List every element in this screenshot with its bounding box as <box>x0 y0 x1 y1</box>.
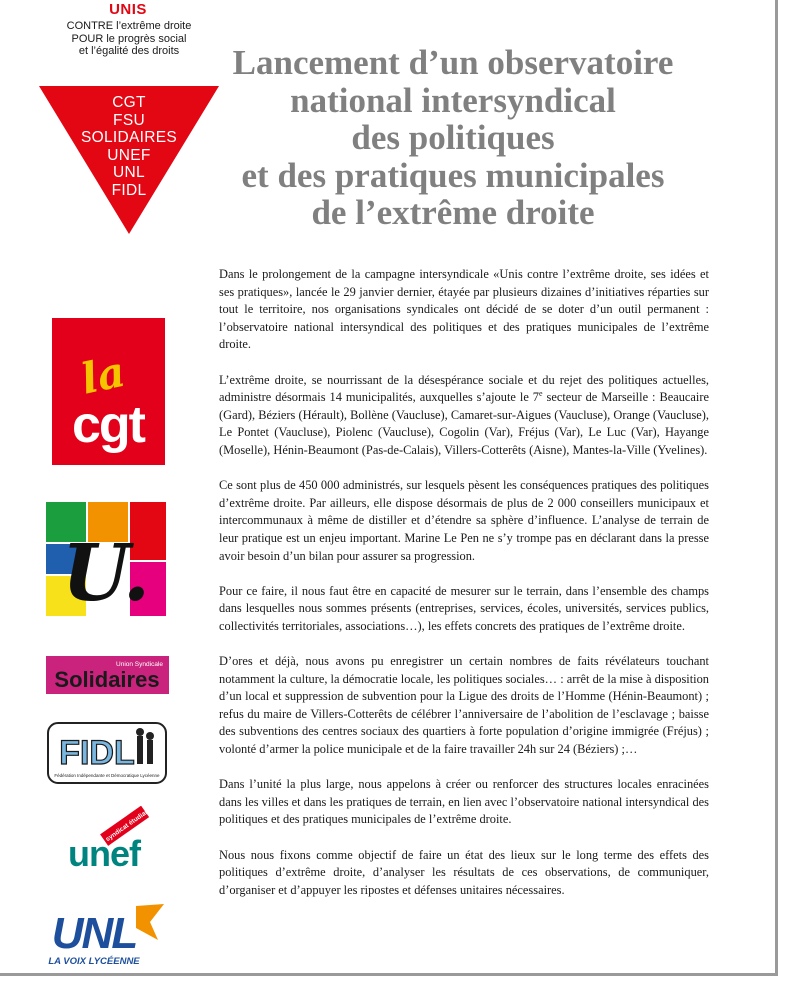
unef-word: unef <box>68 833 140 872</box>
unis-slogan <box>40 20 218 58</box>
union-name: UNL <box>113 164 145 181</box>
union-name: FIDL <box>111 181 147 199</box>
fsu-logo-art <box>44 500 168 618</box>
fsu-letter: U. <box>61 528 151 618</box>
paragraph-intro: Dans le prolongement de la campagne intersyndicale «Unis contre l’extrême droite, ses idées et ses pratiques», lancée le 29 janvier dernier, étayée par plusieurs dizaines d’initiatives réparties sur tout le territoire, nos organisations syndicales ont décidé de se doter d’un outil permanent : l’observatoire national intersyndical des politiques et des pratiques municipales de l’extrême droite. <box>219 267 709 352</box>
paragraph-measure: Pour ce faire, il nous faut être en capacité de mesurer sur le terrain, dans l’ensemble des champs dans lesquelles nous sommes présents (entreprises, services, écoles, universités, services publics, collectivités territoriales, associations…), les effets concrets des pratiques de l’extrême droite. <box>219 583 709 633</box>
text-run: secteur de Marseille : Beaucaire (Gard), Béziers (Hérault), Bollène (Vaucluse), Camaret-sur-Aigues (Vaucluse), Orange (Vaucluse), Le Pontet (Vaucluse), Piolenc (Vaucluse), Cogolin (Var), Fréjus (Var), Le Luc (Var), Hayange (Moselle), Hénin-Beaumont (Pas-de-Calais), Villers-Cotterêts (Aisne), Mantes-la-Ville (Yvelines). <box>219 390 710 457</box>
fidl-word: FIDL <box>59 734 135 772</box>
fsu-logo <box>44 500 168 618</box>
union-name: SOLIDAIRES <box>80 129 178 146</box>
paragraph-municipalities <box>219 372 709 460</box>
superscript: e <box>539 389 543 399</box>
unl-logo-art <box>44 900 169 968</box>
article-body <box>219 266 709 917</box>
solidaires-small: Union Syndicale <box>116 661 163 668</box>
fidl-logo-art <box>47 722 167 784</box>
slogan-line: et l’égalité des droits <box>78 45 180 57</box>
unis-label: UNIS <box>109 1 147 18</box>
paragraph-administered: Ce sont plus de 450 000 administrés, sur lesquels pèsent les conséquences pratiques des politiques d’extrême droite. Par ailleurs, elle dispose désormais de plus de 2 000 conseillers municipaux et intercommunaux à même de distiller et d’étendre sa sphère d’influence. L’analyse de terrain de leur pratique est un enjeu important. Marine Le Pen ne s’y trompe pas en déclarant dans la presse avoir besoin d’un bilan pour assurer sa progression. <box>219 478 709 563</box>
unef-logo-art <box>46 806 166 872</box>
cgt-logo <box>52 318 165 465</box>
text-run: L’extrême droite, se nourrissant de la désespérance sociale et du rejet des politiques actuelles, administre désormais 14 municipalités, auxquelles s’ajoute le 7 <box>219 372 709 405</box>
unef-badge: le syndicat étudiant <box>98 806 153 848</box>
title-line: et des pratiques municipales <box>241 155 665 195</box>
cgt-logo-art <box>52 318 165 465</box>
unef-logo <box>46 806 166 872</box>
fidl-tagline: Fédération Indépendante et Démocratique Lycéenne <box>54 773 160 778</box>
page-title <box>198 44 708 232</box>
unl-tagline: LA VOIX LYCÉENNE <box>48 956 140 967</box>
solidaires-logo <box>46 656 169 694</box>
union-name: FSU <box>113 111 145 129</box>
cgt-word: cgt <box>72 396 144 454</box>
unl-word: UNL <box>51 909 137 958</box>
cgt-script: la <box>76 346 130 404</box>
solidaires-logo-art <box>46 656 169 694</box>
union-name: UNEF <box>107 146 151 164</box>
fidl-logo <box>47 722 167 784</box>
slogan-line: CONTRE l’extrême droite <box>66 20 192 32</box>
title-line: des politiques <box>351 118 555 157</box>
union-name: CGT <box>112 94 146 111</box>
paragraph-objective: Nous nous fixons comme objectif de faire un état des lieux sur le long terme des effets des politiques d’extrême droite, d’analyser les résultats de ces observations, de communiquer, d’organiser et d’appuyer les ripostes et défenses unitaires nécessaires. <box>219 847 709 897</box>
paragraph-facts: D’ores et déjà, nous avons pu enregistrer un certain nombres de faits révélateurs touchant notamment la culture, la démocratie locale, les politiques sociales… : arrêt de la mise à disposition d’un local et suppression de subvention pour la Ligue des droits de l’Homme (Hénin-Beaumont) ; refus du maire de Villers-Cotterêts de célébrer l’anniversaire de l’abolition de l’esclavage ; baisse des subventions des centres sociaux des quartiers à forte population d’origine immigrée (Fréjus) ; volonté d’armer la police municipale et de la faire travailler 24h sur 24 (Béziers) ;… <box>219 654 709 757</box>
title-line: de l’extrême droite <box>311 193 595 232</box>
union-list <box>59 94 199 199</box>
title-line: national intersyndical <box>290 80 616 120</box>
paragraph-call: Dans l’unité la plus large, nous appelons à créer ou renforcer des structures locales enracinées dans les villes et dans les pratiques de terrain, en lien avec l’observatoire national intersyndical des politiques et des pratiques municipales de l’extrême droite. <box>219 777 709 827</box>
unl-logo <box>44 900 169 968</box>
solidaires-word: Solidaires <box>54 667 160 692</box>
slogan-line: POUR le progrès social <box>71 32 187 45</box>
title-line: Lancement d’un observatoire <box>232 43 674 82</box>
